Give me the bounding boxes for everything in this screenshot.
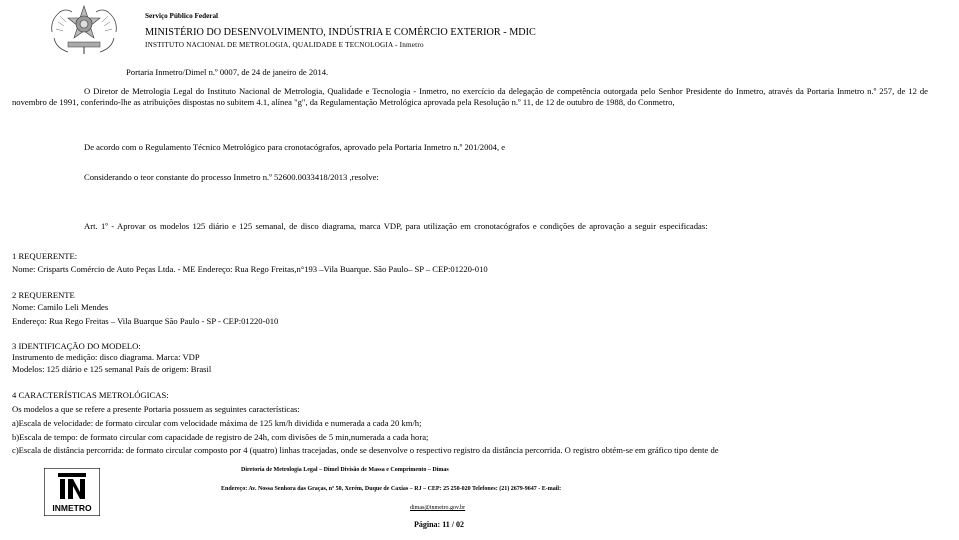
section-4-intro: Os modelos a que se refere a presente Portaria possuem as seguintes características: — [12, 404, 300, 414]
inmetro-logo-text: INMETRO — [52, 503, 92, 513]
institute-title: INSTITUTO NACIONAL DE METROLOGIA, QUALIDADE E TECNOLOGIA - Inmetro — [145, 41, 424, 49]
paragraph-processo: Considerando o teor constante do processo Inmetro n.º 52600.0033418/2013 ,resolve: — [84, 172, 379, 182]
section-4-item-b: b)Escala de tempo: de formato circular com capacidade de registro de 24h, com divisões de 5 min,numerada a cada hora; — [12, 432, 429, 442]
section-3-title: 3 IDENTIFICAÇÃO DO MODELO: — [12, 341, 141, 351]
section-2-title: 2 REQUERENTE — [12, 290, 75, 300]
section-1-line: Nome: Crisparts Comércio de Auto Peças Ltda. - ME Endereço: Rua Rego Freitas,n°193 –Vila Buarque. São Paulo– SP – CEP:01220-010 — [12, 264, 488, 274]
service-label: Serviço Público Federal — [145, 12, 219, 20]
section-4-item-c: c)Escala de distância percorrida: de formato circular composto por 4 (quatro) linhas tracejadas, onde se desenvolve o respectivo registro da distância percorrida. O registro obtém-se em gráfico tipo dente de — [12, 445, 719, 455]
article-1: Art. 1º - Aprovar os modelos 125 diário e 125 semanal, de disco diagrama, marca VDP, para utilização em cronotacógrafos e condições de aprovação a seguir especificadas: — [84, 221, 708, 231]
coat-of-arms-icon — [42, 2, 126, 58]
section-4-title: 4 CARACTERÍSTICAS METROLÓGICAS: — [12, 390, 169, 400]
paragraph-regulamento: De acordo com o Regulamento Técnico Metrológico para cronotacógrafos, aprovado pela Portaria Inmetro n.º 201/2004, e — [84, 142, 506, 152]
footer-address: Endereço: Av. Nossa Senhora das Graças, nº 50, Xerém, Duque de Caxias – RJ – CEP: 25 250-020 Telefones: (21) 2679-9647 - E-mail: — [221, 486, 562, 492]
footer-email-link[interactable]: dimas@inmetro.gov.br — [410, 505, 466, 511]
section-3-instrument: Instrumento de medição: disco diagrama. Marca: VDP — [12, 352, 200, 362]
ministry-title: MINISTÉRIO DO DESENVOLVIMENTO, INDÚSTRIA E COMÉRCIO EXTERIOR - MDIC — [145, 27, 536, 38]
footer-division: Diretoria de Metrologia Legal – Dimel Divisão de Massa e Comprimento – Dimas — [241, 467, 449, 473]
section-2-name: Nome: Camilo Leli Mendes — [12, 302, 109, 312]
section-4-item-a: a)Escala de velocidade: de formato circular com velocidade máxima de 125 km/h dividida e numerada a cada 20 km/h; — [12, 418, 422, 428]
section-3-models: Modelos: 125 diário e 125 semanal País de origem: Brasil — [12, 364, 212, 374]
inmetro-logo — [44, 468, 100, 516]
section-1-title: 1 REQUERENTE: — [12, 251, 78, 261]
paragraph-diretor: O Diretor de Metrologia Legal do Instituto Nacional de Metrologia, Qualidade e Tecnologia - Inmetro, no exercício da delegação de competência outorgada pelo Senhor Presidente do Inmetro, através da Portaria Inmetro n.º 257, de 12 de novembro de 1991, conferindo-lhe as atribuições dispostas no subitem 4.1, alínea "g", da Regulamentação Metrológica aprovada pela Resolução n.º 11, de 12 de outubro de 1988, do Conmetro, — [12, 86, 928, 107]
page-number: Página: 11 / 02 — [414, 520, 465, 529]
portaria-reference: Portaria Inmetro/Dimel n.º 0007, de 24 de janeiro de 2014. — [126, 67, 329, 77]
section-2-address: Endereço: Rua Rego Freitas – Vila Buarque São Paulo - SP - CEP:01220-010 — [12, 316, 279, 326]
